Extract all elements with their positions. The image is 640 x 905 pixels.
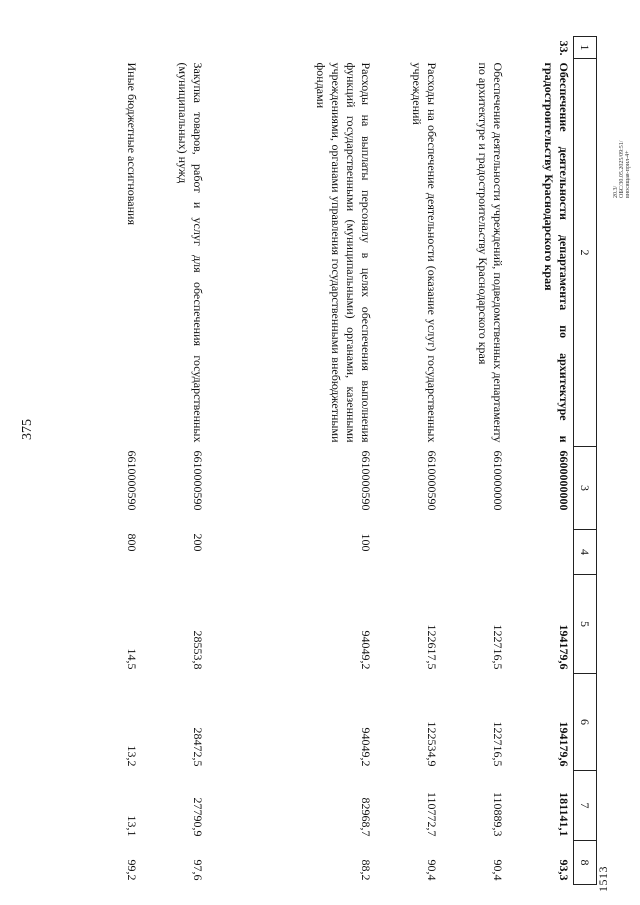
table-row: [141, 37, 207, 885]
header-col-7: 7: [574, 771, 597, 841]
budget-table-container: [107, 36, 597, 884]
table-row: [207, 37, 375, 885]
row-col-5: 122716,5: [491, 624, 505, 670]
row-col-8: 88,2: [359, 859, 373, 881]
page-number: 375: [20, 419, 35, 440]
header-col-5: 5: [574, 575, 597, 674]
row-col-6: 122716,5: [491, 721, 505, 767]
row-expense-type: 800: [125, 533, 139, 552]
row-expense-type: [441, 530, 507, 575]
budget-table: [75, 36, 597, 885]
row-col-5: 94049,2: [359, 630, 373, 670]
row-col-5: 28553,8: [191, 630, 205, 670]
row-col-7: 110772,7: [425, 791, 439, 837]
row-name: Расходы на обеспечение деятельности (оказание услуг) государственных учреждений: [410, 62, 439, 443]
row-col-8: 99,2: [125, 859, 139, 881]
row-number: [441, 37, 507, 59]
row-code: 6610000590: [425, 450, 439, 511]
row-col-5: 14,5: [125, 648, 139, 670]
row-col-8: 97,6: [191, 859, 205, 881]
row-code: 6610000590: [359, 450, 373, 511]
header-row: [574, 37, 597, 885]
row-expense-type: [507, 530, 574, 575]
table-row: [375, 37, 441, 885]
row-col-6: 194179,6: [557, 721, 571, 767]
row-col-8: 93,3: [557, 859, 571, 881]
row-expense-type: [375, 530, 441, 575]
row-name: Иные бюджетные ассигнования: [125, 62, 139, 225]
row-col-5: 122617,5: [425, 624, 439, 670]
row-expense-type: 200: [191, 533, 205, 552]
header-col-3: 3: [574, 447, 597, 530]
row-col-8: 90,4: [491, 859, 505, 881]
row-number: [75, 37, 141, 59]
document-code: 20.3/ОБС/30.05.2025/09:51/вносящая-прил-4+: [613, 140, 631, 198]
row-col-7: 27790,9: [191, 797, 205, 837]
row-code: 6610000590: [125, 450, 139, 511]
row-expense-type: 100: [359, 533, 373, 552]
row-code: 6610000000: [491, 450, 505, 511]
sheet-number: 1513: [596, 866, 610, 892]
row-name: Обеспечение деятельности учреждений, подведомственных департаменту по архитектуре и градостроительству Краснодарского края: [476, 62, 505, 443]
header-col-4: 4: [574, 530, 597, 575]
row-col-8: 90,4: [425, 859, 439, 881]
header-col-2: 2: [574, 59, 597, 447]
header-col-8: 8: [574, 841, 597, 885]
row-code: 6600000000: [557, 450, 571, 511]
row-col-5: 194179,6: [557, 624, 571, 670]
table-row: [75, 37, 141, 885]
row-name: Расходы на выплаты персоналу в целях обеспечения выполнения функций государственными (муниципальными) органами, казенными учреждениями, органами управления государственными внебюджетными фондами: [314, 62, 373, 443]
table-row: [507, 37, 574, 885]
row-col-6: 13,2: [125, 745, 139, 767]
row-name: Закупка товаров, работ и услуг для обеспечения государственных (муниципальных) нужд: [176, 62, 205, 443]
row-code: 6610000590: [191, 450, 205, 511]
row-col-7: 110889,3: [491, 791, 505, 837]
header-col-6: 6: [574, 674, 597, 771]
header-col-1: 1: [574, 37, 597, 59]
row-number: 33.: [557, 40, 571, 56]
row-col-6: 28472,5: [191, 727, 205, 767]
row-number: [141, 37, 207, 59]
row-col-7: 181141,1: [557, 792, 571, 837]
row-col-6: 94049,2: [359, 727, 373, 767]
row-col-6: 122534,9: [425, 721, 439, 767]
row-name: Обеспечение деятельности департамента по архитектуре и градостроительству Краснодарского края: [542, 62, 571, 443]
row-number: [207, 37, 375, 59]
row-number: [375, 37, 441, 59]
row-col-7: 82968,7: [359, 797, 373, 837]
table-row: [441, 37, 507, 885]
row-col-7: 13,1: [125, 815, 139, 837]
